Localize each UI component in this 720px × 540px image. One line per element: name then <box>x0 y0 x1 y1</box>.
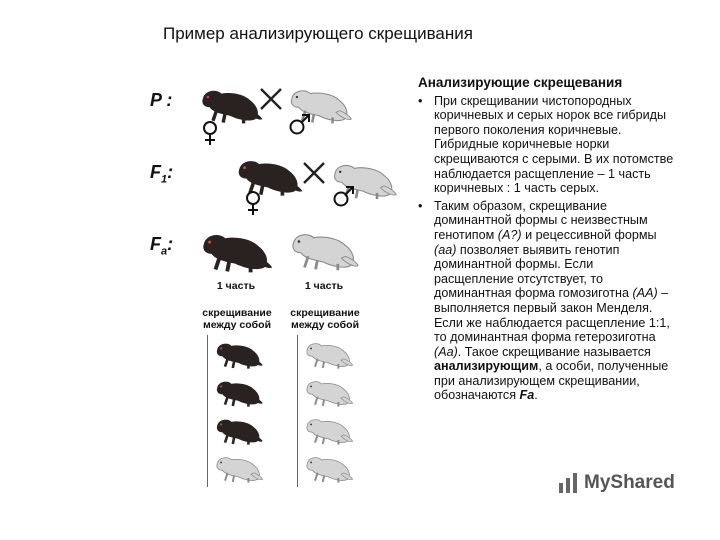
gray-mink-icon <box>302 450 354 484</box>
intercross-label-left: скрещивание между собой <box>202 307 272 331</box>
genotype-term: (аа) <box>434 242 457 257</box>
part-label-left: 1 часть <box>216 280 256 292</box>
generation-fa-label <box>150 234 173 258</box>
male-symbol-icon <box>332 184 356 208</box>
female-symbol-icon <box>201 120 219 146</box>
bullet-text-part: и рецессивной формы <box>521 227 657 242</box>
genotype-term: (Аа) <box>434 344 458 359</box>
fa-letter: F <box>150 234 161 254</box>
generation-p-label: P : <box>150 90 173 110</box>
bullet-text-part: . Такое скрещивание называется <box>457 344 651 359</box>
brown-mink-icon <box>212 336 264 370</box>
myshared-logo[interactable]: MyShared <box>584 472 675 493</box>
fa-term: Fa <box>519 388 535 403</box>
part-label-right: 1 часть <box>304 280 344 292</box>
fa-colon: : <box>167 234 174 254</box>
bullet-text-part: Таким образом, скрещивание доминантной формы с неизвестным генотипом <box>434 198 648 242</box>
genotype-term: (А?) <box>497 227 522 242</box>
male-symbol-icon <box>288 112 312 136</box>
generation-f1-label <box>150 162 173 186</box>
gray-mink-icon <box>302 336 354 370</box>
bullet-item <box>418 94 676 196</box>
bullet-item <box>418 199 676 403</box>
page-title: Пример анализирующего скрещивания <box>163 24 473 43</box>
right-column-divider <box>297 335 298 487</box>
genotype-term: (АА) <box>632 286 658 301</box>
brown-mink-icon <box>232 148 304 200</box>
bullet-dot-icon: • <box>418 198 423 213</box>
f1-colon: : <box>167 162 174 182</box>
section-heading: Анализирующие скрещевания <box>418 75 623 90</box>
brown-mink-icon <box>212 374 264 408</box>
intercross-label-right: скрещивание между собой <box>290 307 360 331</box>
bold-term: анализирующим <box>434 359 539 374</box>
gray-mink-icon <box>302 374 354 408</box>
female-symbol-icon <box>244 190 262 216</box>
bullet-text-part: . <box>534 388 538 403</box>
bullet-text: При скрещивании чистопородных коричневых и серых норок все гибриды первого поколения коричневые. Гибридные коричневые норки скрещиваются с серыми. В их потомстве наблюдается расщепление – 1 часть коричневых : 1 часть серых. <box>434 93 674 196</box>
gray-mink-icon <box>286 222 360 274</box>
f1-subscript: 1 <box>161 173 168 186</box>
bullet-text-part: позволяет выявить генотип доминантной формы. Если расщепление отсутствует, то доминантная форма гомозиготна <box>434 242 633 301</box>
f1-letter: F <box>150 162 161 182</box>
bullet-text-part: – выполняется первый закон Менделя. Если же наблюдается расщепление 1:1, то доминантная форма гетерозиготна <box>434 286 670 345</box>
myshared-logo-icon <box>556 470 582 496</box>
cross-icon <box>301 160 327 186</box>
left-column-divider <box>207 335 208 487</box>
explanation-text <box>418 76 676 406</box>
bullet-dot-icon: • <box>418 93 423 108</box>
gray-mink-icon <box>302 412 354 446</box>
bullet-text-part: , а особи, полученные при анализирующем скрещивании, обозначаются <box>434 359 669 403</box>
brown-mink-icon <box>196 222 274 276</box>
fa-subscript: a <box>161 245 168 258</box>
cross-icon <box>258 86 284 112</box>
gray-mink-icon <box>212 450 264 484</box>
brown-mink-icon <box>212 412 264 446</box>
